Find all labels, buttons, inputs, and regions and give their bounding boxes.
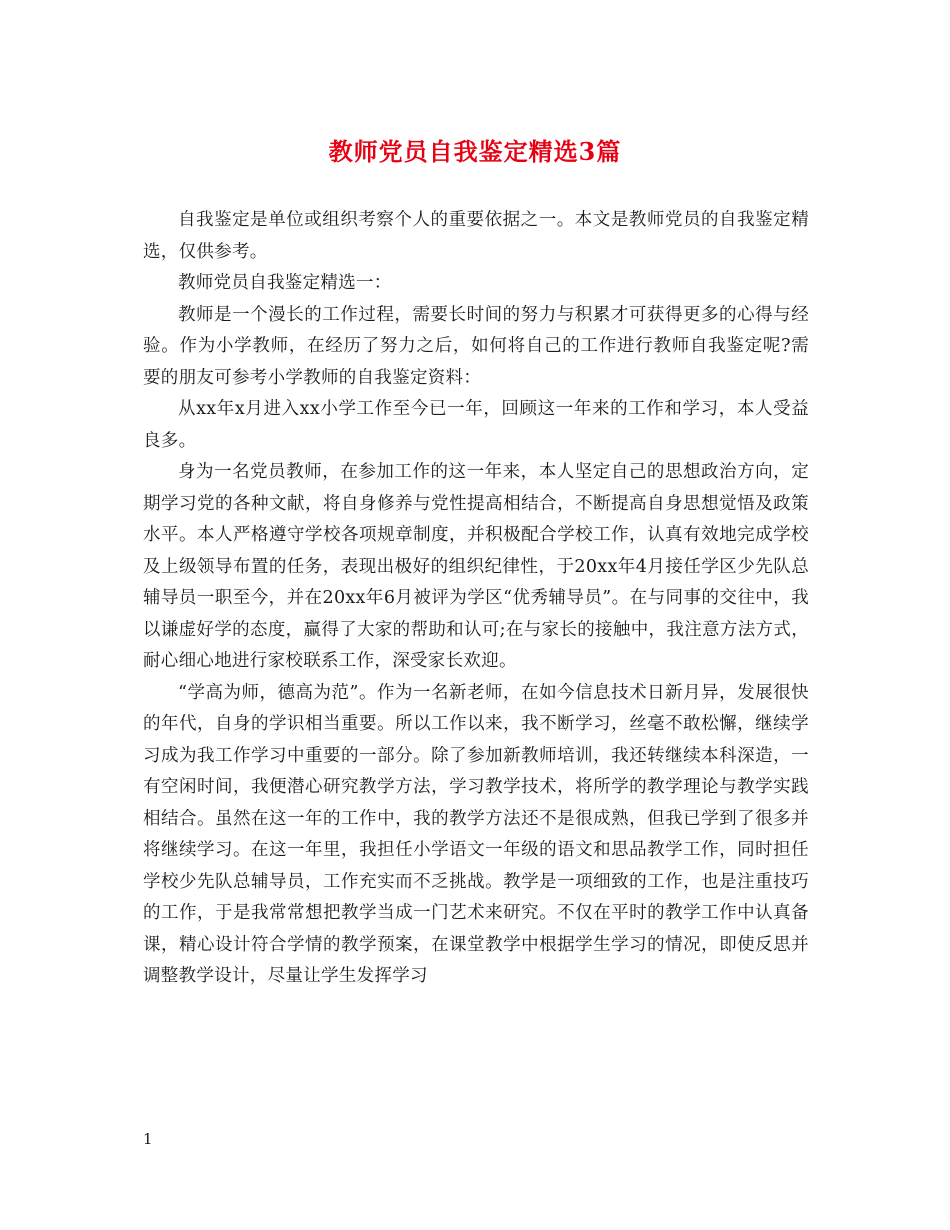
page-title: 教师党员自我鉴定精选3篇 [328, 137, 622, 166]
paragraph-political: 身为一名党员教师，在参加工作的这一年来，本人坚定自己的思想政治方向，定期学习党的各种文献，将自身修养与党性提高相结合，不断提高自身思想觉悟及政策水平。本人严格遵守学校各项规章制度，并积极配合学校工作，认真有效地完成学校及上级领导布置的任务，表现出极好的组织纪律性，于20xx年4月接任学区少先队总辅导员一职至今，并在20xx年6月被评为学区“优秀辅导员”。在与同事的交往中，我以谦虚好学的态度，赢得了大家的帮助和认可;在与家长的接触中，我注意方法方式，耐心细心地进行家校联系工作，深受家长欢迎。 [143, 462, 809, 671]
paragraph-opening: 从xx年x月进入xx小学工作至今已一年，回顾这一年来的工作和学习，本人受益良多。 [143, 399, 809, 451]
paragraph-intro: 自我鉴定是单位或组织考察个人的重要依据之一。本文是教师党员的自我鉴定精选，仅供参考。 [143, 210, 809, 262]
paragraph-preface: 教师是一个漫长的工作过程，需要长时间的努力与积累才可获得更多的心得与经验。作为小学教师，在经历了努力之后，如何将自己的工作进行教师自我鉴定呢?需要的朋友可参考小学教师的自我鉴定资料： [143, 304, 809, 388]
paragraph-teaching: “学高为师，德高为范”。作为一名新老师，在如今信息技术日新月异，发展很快的年代，自身的学识相当重要。所以工作以来，我不断学习，丝毫不敢松懈，继续学习成为我工作学习中重要的一部分。除了参加新教师培训，我还转继续本科深造，一有空闲时间，我便潜心研究教学方法，学习教学技术，将所学的教学理论与教学实践相结合。虽然在这一年的工作中，我的教学方法还不是很成熟，但我已学到了很多并将继续学习。在这一年里，我担任小学语文一年级的语文和思品教学工作，同时担任学校少先队总辅导员，工作充实而不乏挑战。教学是一项细致的工作，也是注重技巧的工作，于是我常常想把教学当成一门艺术来研究。不仅在平时的教学工作中认真备课，精心设计符合学情的教学预案，在课堂教学中根据学生学习的情况，即使反思并调整教学设计，尽量让学生发挥学习 [143, 682, 809, 986]
paragraph-section-heading: 教师党员自我鉴定精选一： [178, 273, 392, 293]
document-body [143, 205, 809, 993]
page-number: 1 [143, 1130, 153, 1148]
